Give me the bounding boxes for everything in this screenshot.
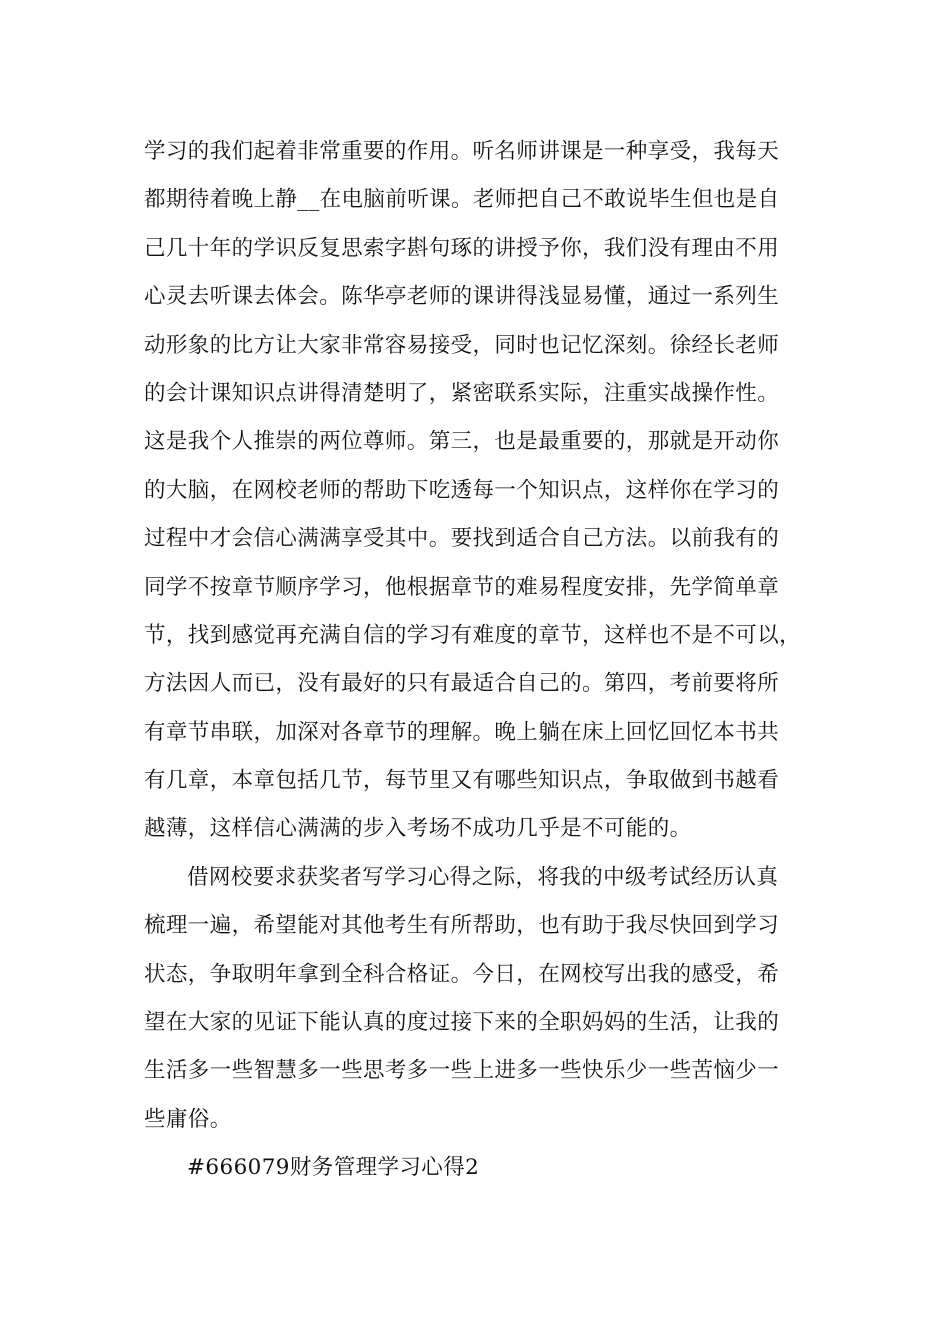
text-line: 这是我个人推崇的两位尊师。第三，也是最重要的，那就是开动你 xyxy=(144,429,780,455)
text-line: 梳理一遍，希望能对其他考生有所帮助，也有助于我尽快回到学习 xyxy=(144,913,780,939)
text-line: 己几十年的学识反复思索字斟句琢的讲授予你，我们没有理由不用 xyxy=(144,235,780,261)
paragraph-2 xyxy=(144,854,824,1144)
text-line: 学习的我们起着非常重要的作用。听名师讲课是一种享受，我每天 xyxy=(144,139,780,164)
text-line: 的大脑，在网校老师的帮助下吃透每一个知识点，这样你在学习的 xyxy=(144,477,780,503)
paragraph-1 xyxy=(144,128,824,854)
text-line: 越薄，这样信心满满的步入考场不成功几乎是不可能的。 xyxy=(144,816,692,842)
text-line: 状态，争取明年拿到全科合格证。今日，在网校写出我的感受，希 xyxy=(144,961,780,987)
text-line: 动形象的比方让大家非常容易接受，同时也记忆深刻。徐经长老师 xyxy=(144,332,780,358)
text-line: 望在大家的见证下能认真的度过接下来的全职妈妈的生活，让我的 xyxy=(144,1010,780,1036)
text-line: 的会计课知识点讲得清楚明了，紧密联系实际，注重实战操作性。 xyxy=(144,380,780,406)
text-line: 同学不按章节顺序学习，他根据章节的难易程度安排，先学简单章 xyxy=(144,574,780,600)
section-heading xyxy=(144,1144,824,1192)
text-line: 过程中才会信心满满享受其中。要找到适合自己方法。以前我有的 xyxy=(144,526,780,552)
text-line: 生活多一些智慧多一些思考多一些上进多一些快乐少一些苦恼少一 xyxy=(144,1058,780,1084)
text-line: 些庸俗。 xyxy=(144,1106,232,1132)
text-line: 有几章，本章包括几节，每节里又有哪些知识点，争取做到书越看 xyxy=(144,768,780,794)
text-line: 都期待着晚上静__在电脑前听课。老师把自己不敢说毕生但也是自 xyxy=(144,187,780,213)
text-line: 节，找到感觉再充满自信的学习有难度的章节，这样也不是不可以， xyxy=(144,622,802,648)
text-line: 借网校要求获奖者写学习心得之际，将我的中级考试经历认真 xyxy=(187,864,779,890)
text-line: 心灵去听课去体会。陈华亭老师的课讲得浅显易懂，通过一系列生 xyxy=(144,284,780,310)
text-line: 有章节串联，加深对各章节的理解。晚上躺在床上回忆回忆本书共 xyxy=(144,719,780,745)
heading-text: #666079财务管理学习心得2 xyxy=(187,1155,480,1181)
document-body xyxy=(144,128,824,1193)
text-line: 方法因人而已，没有最好的只有最适合自己的。第四，考前要将所 xyxy=(144,671,780,697)
